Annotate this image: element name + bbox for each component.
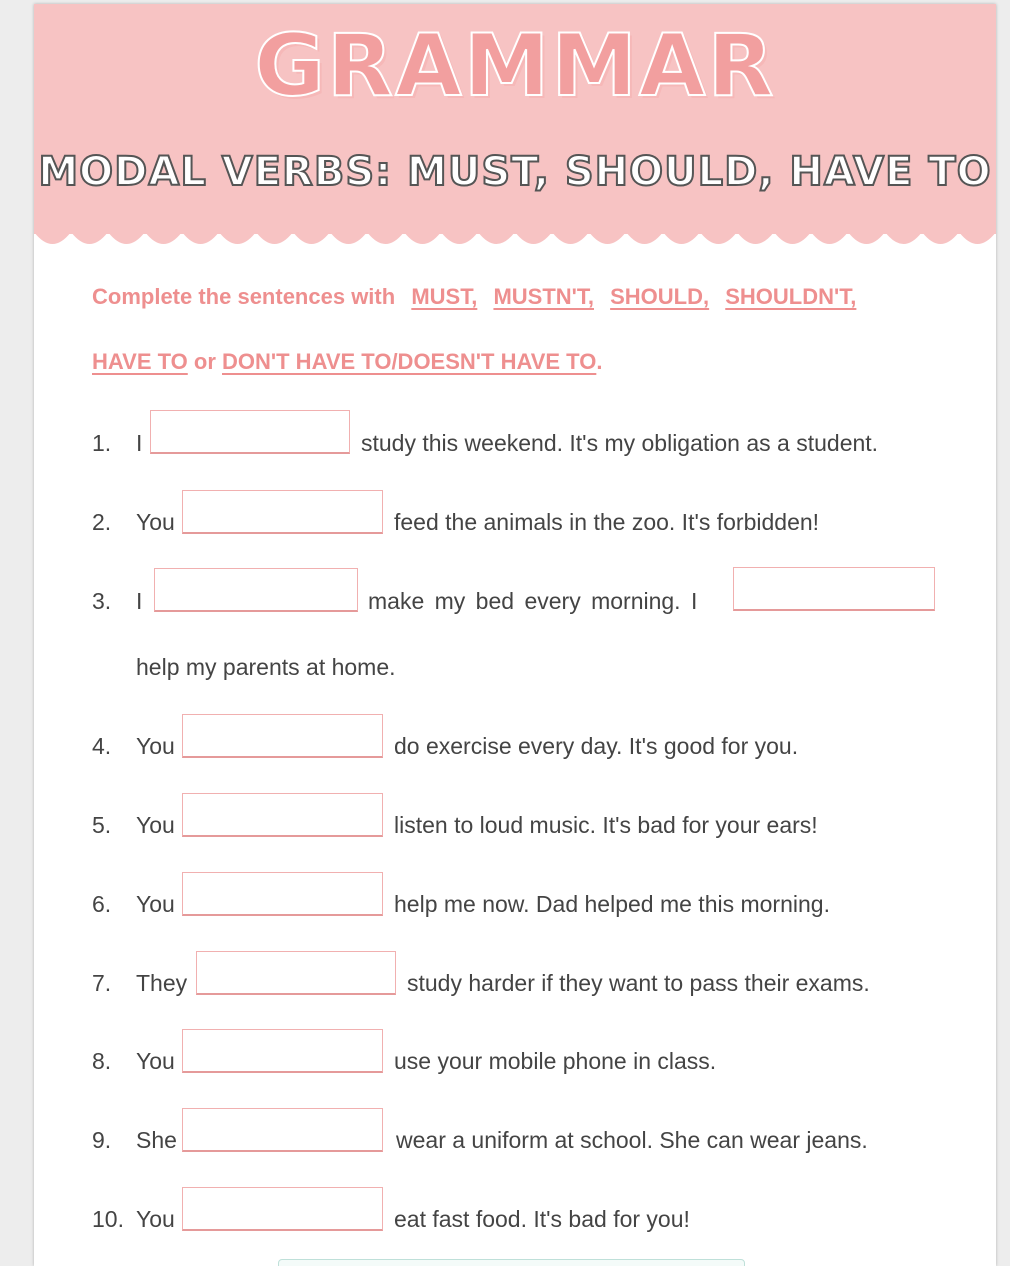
answer-field-7[interactable] bbox=[196, 951, 396, 995]
check-button[interactable] bbox=[278, 1259, 745, 1266]
sentence-subject: They bbox=[136, 970, 188, 996]
answer-field-6[interactable] bbox=[182, 872, 383, 916]
keyword-dont-have-to: DON'T HAVE TO/DOESN'T HAVE TO bbox=[222, 349, 597, 374]
page-title: GRAMMAR bbox=[254, 16, 776, 116]
answer-field-3b[interactable] bbox=[733, 567, 935, 611]
sentence-number: 4. bbox=[92, 733, 112, 759]
keyword-should: SHOULD, bbox=[610, 284, 710, 309]
sentence-rest: use your mobile phone in class. bbox=[394, 1048, 717, 1074]
sentence-subject: You bbox=[136, 1206, 175, 1232]
sentence-subject: You bbox=[136, 1048, 175, 1074]
keyword-shouldnt: SHOULDN'T, bbox=[725, 284, 857, 309]
sentence-subject: I bbox=[136, 430, 143, 456]
answer-field-10[interactable] bbox=[182, 1187, 383, 1231]
sentence-number: 5. bbox=[92, 812, 112, 838]
sentence-number: 6. bbox=[92, 891, 112, 917]
instructions-end: . bbox=[596, 349, 603, 374]
sentence-number: 10. bbox=[92, 1206, 124, 1232]
sentence-number: 2. bbox=[92, 509, 112, 535]
worksheet bbox=[34, 4, 996, 1266]
sentence-rest: listen to loud music. It's bad for your ears! bbox=[394, 812, 818, 838]
keyword-must: MUST, bbox=[411, 284, 478, 309]
sentence-number: 7. bbox=[92, 970, 112, 996]
sentence-rest: help me now. Dad helped me this morning. bbox=[394, 891, 830, 917]
sentence-subject: You bbox=[136, 891, 175, 917]
instructions-or: or bbox=[193, 349, 216, 374]
instructions-lead: Complete the sentences with bbox=[92, 284, 396, 309]
sentence-subject: She bbox=[136, 1127, 177, 1153]
sentence-rest: feed the animals in the zoo. It's forbidden! bbox=[394, 509, 820, 535]
answer-field-2[interactable] bbox=[182, 490, 383, 534]
answer-field-5[interactable] bbox=[182, 793, 383, 837]
answer-field-4[interactable] bbox=[182, 714, 383, 758]
sentence-rest: study harder if they want to pass their exams. bbox=[407, 970, 870, 996]
sentence-subject: You bbox=[136, 733, 175, 759]
sentence-rest: eat fast food. It's bad for you! bbox=[394, 1206, 690, 1232]
page-subtitle: MODAL VERBS: MUST, SHOULD, HAVE TO bbox=[38, 149, 992, 195]
sentence-subject: You bbox=[136, 509, 175, 535]
keyword-have-to: HAVE TO bbox=[92, 349, 188, 374]
sentence-number: 3. bbox=[92, 588, 112, 614]
keyword-mustnt: MUSTN'T, bbox=[493, 284, 594, 309]
answer-field-1[interactable] bbox=[150, 410, 350, 454]
sentence-continuation: help my parents at home. bbox=[136, 654, 396, 680]
sentence-number: 9. bbox=[92, 1127, 112, 1153]
answer-field-8[interactable] bbox=[182, 1029, 383, 1073]
sentence-number: 1. bbox=[92, 430, 112, 456]
sentence-rest: wear a uniform at school. She can wear jeans. bbox=[396, 1127, 868, 1153]
scallop-border bbox=[34, 226, 996, 252]
sentence-subject: You bbox=[136, 812, 175, 838]
sentence-rest: make my bed every morning. I bbox=[368, 588, 698, 614]
sentence-rest: study this weekend. It's my obligation as a student. bbox=[361, 430, 879, 456]
instructions-line-2 bbox=[92, 349, 602, 375]
sentence-subject: I bbox=[136, 588, 143, 614]
sentence-number: 8. bbox=[92, 1048, 112, 1074]
answer-field-9[interactable] bbox=[182, 1108, 383, 1152]
header-banner bbox=[34, 4, 996, 234]
instructions-line-1 bbox=[92, 284, 856, 310]
sentence-rest: do exercise every day. It's good for you. bbox=[394, 733, 799, 759]
answer-field-3a[interactable] bbox=[154, 568, 358, 612]
